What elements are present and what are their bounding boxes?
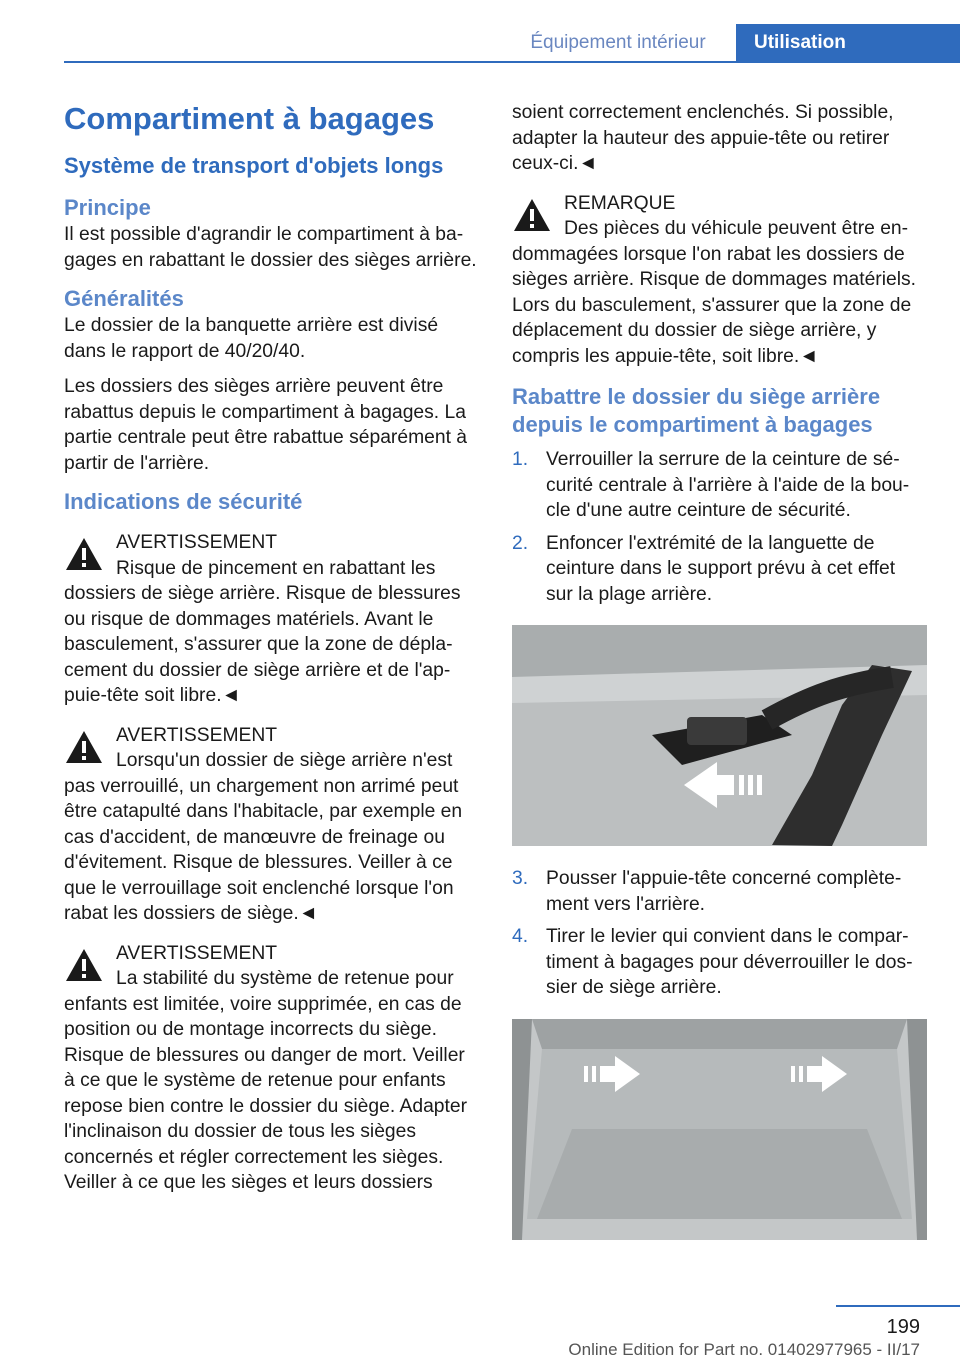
steps-list-b	[512, 866, 926, 1001]
step-number: 2.	[512, 532, 529, 554]
warning-text: La stabilité du système de retenue pour enfants est limitée, voire supprimée, en cas de position ou de montage incorrects du siège. Risque de blessures ou danger de mort. Veiller à ce que le système de retenue pour enfants repose bien contre le dossier du siège. Adapter l'inclinaison du dossier de tous les sièges concernés et régler correctement les sièges. Veiller à ce que les sièges et leurs dossiers	[64, 968, 468, 1193]
remark-text: Des pièces du véhicule peuvent être endommagées lorsque l'on rabat les dossiers de sièges arrière. Risque de dommages matériels. Lors du basculement, s'assurer que la zone de déplacement du dossier de siège arrière, y compris les appuie-tête, soit libre.◄	[512, 218, 917, 367]
header-chapter-label: Utilisation	[754, 32, 846, 53]
header-section-label: Équipement intérieur	[530, 32, 706, 53]
warning-triangle-icon	[64, 947, 104, 983]
footer-rule	[836, 1305, 960, 1307]
continuation-text: soient correctement enclenchés. Si possible, adapter la hauteur des appuie-tête ou retirer ceux-ci.◄	[512, 102, 894, 174]
page-title: Compartiment à bagages	[64, 101, 435, 136]
warning-block-2	[64, 723, 478, 927]
step-text: Verrouiller la serrure de la ceinture de sécurité centrale à l'arrière à l'aide de la boucle d'une autre ceinture de sécurité.	[546, 449, 910, 521]
step-text: Tirer le levier qui convient dans le compartiment à bagages pour déverrouiller le dossier de siège arrière.	[546, 926, 913, 998]
warning-triangle-icon	[64, 729, 104, 765]
remark-block	[512, 191, 926, 370]
warning-text: Risque de pincement en rabattant les dossiers de siège arrière. Risque de blessures ou risque de dommages matériels. Avant le basculement, s'assurer que la zone de déplacement du dossier de siège arrière et de l'appuie-tête soit libre.◄	[64, 557, 461, 706]
warning-title: AVERTISSEMENT	[116, 724, 278, 746]
step-number: 3.	[512, 868, 529, 889]
header-chapter-tab	[736, 24, 960, 62]
header-rule	[64, 61, 960, 63]
warning-block-1	[64, 530, 478, 709]
belt-tongue-illustration	[512, 625, 927, 846]
trunk-illustration	[512, 1019, 927, 1240]
generalites-text-2: Les dossiers des sièges arrière peuvent être rabattus depuis le compartiment à bagages. La partie centrale peut être rabattue séparément à partir de l'arrière.	[64, 376, 468, 474]
step-item	[512, 924, 926, 1001]
generalites-heading: Généralités	[64, 286, 184, 311]
right-column	[512, 100, 926, 1260]
warning-title: AVERTISSEMENT	[116, 942, 278, 964]
principe-text: Il est possible d'agrandir le compartiment à bagages en rabattant le dossier des sièges arrière.	[64, 224, 477, 271]
procedure-heading: Rabattre le dossier du siège arrière depuis le compartiment à bagages	[512, 384, 881, 437]
warning-title: AVERTISSEMENT	[116, 532, 278, 553]
steps-list-a	[512, 447, 926, 607]
left-column	[64, 100, 478, 1210]
section-title: Système de transport d'objets longs	[64, 153, 444, 178]
warning-triangle-icon	[512, 197, 552, 233]
generalites-text-1: Le dossier de la banquette arrière est divisé dans le rapport de 40/20/40.	[64, 315, 439, 362]
warning-text: Lorsqu'un dossier de siège arrière n'est pas verrouillé, un chargement non arrimé peut être catapulté dans l'habitacle, par exemple en cas d'accident, de manœuvre de freinage ou d'évitement. Risque de blessures. Veiller à ce que le verrouillage soit enclenché lorsque l'on rabat les dossiers de siège.◄	[64, 750, 463, 924]
securite-heading: Indications de sécurité	[64, 489, 303, 514]
step-item	[512, 447, 926, 524]
step-item	[512, 866, 926, 917]
principe-heading: Principe	[64, 195, 151, 220]
warning-block-3	[64, 941, 478, 1196]
step-text: Pousser l'appuie-tête concerné complètement vers l'arrière.	[546, 868, 902, 915]
step-number: 4.	[512, 926, 529, 947]
warning-triangle-icon	[64, 536, 104, 572]
step-number: 1.	[512, 449, 529, 470]
edition-note: Online Edition for Part no. 01402977965 - II/17	[568, 1340, 920, 1359]
step-item	[512, 531, 926, 608]
step-text: Enfoncer l'extrémité de la languette de ceinture dans le support prévu à cet effet sur la plage arrière.	[546, 532, 896, 605]
page-number: 199	[886, 1316, 920, 1338]
remark-title: REMARQUE	[564, 192, 676, 214]
